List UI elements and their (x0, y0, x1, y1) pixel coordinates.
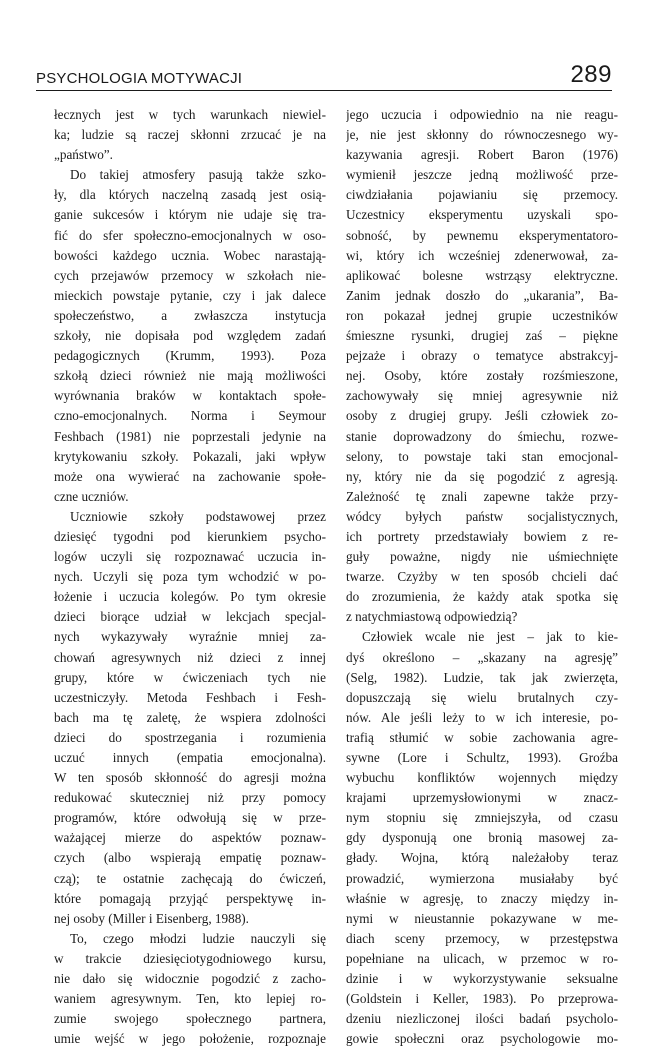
text-line: sobność, by pewnemu eksperymentatoro- (346, 227, 618, 243)
text-line: grupy, które w ćwiczeniach tych nie (54, 669, 326, 685)
text-line: mieckich powstaje pytanie, czy i jak dalece (54, 287, 326, 303)
text-line: łecznych jest w tych warunkach niewiel- (54, 107, 326, 122)
text-line: je, nie jest skłonny do równoczesnego wy- (346, 127, 618, 143)
text-line: dzieci do spostrzegania i rozumienia (54, 729, 326, 745)
text-line: śmieszne rysunki, drugiej zaś – piękne (346, 328, 618, 344)
text-line: z natychmiastową odpowiedzią? (346, 609, 518, 625)
text-line: dzeniu niezliczonej ilości badań psycholo- (346, 1011, 618, 1027)
text-line: bowości każdego ucznia. Wobec narastają- (54, 247, 326, 263)
text-line: bach ma tę zaletę, że wspiera zdolności (54, 709, 326, 725)
text-line: uczestniczyły. Metoda Feshbach i Fesh- (54, 689, 326, 705)
text-line: wódcy byłych państw socjalistycznych, (346, 508, 618, 524)
text-line: gdy dysponują one bronią masowej za- (346, 830, 618, 846)
text-line: „państwo”. (54, 147, 113, 163)
text-line: Uczniowie szkoły podstawowej przez (70, 508, 326, 524)
text-line: jego uczucia i odpowiednio na nie reagu- (346, 107, 618, 122)
text-line: ich portrety przedstawiały bowiem z re- (346, 528, 618, 544)
text-line: dopuszczają się wielu brutalnych czy- (346, 689, 618, 705)
text-line: wi, który ich wcześniej zdenerwował, za- (346, 247, 618, 263)
text-line: wymienił jeszcze jedną możliwość prze- (346, 167, 618, 183)
text-line: ka; ludzie są raczej skłonni zrzucać je na (54, 127, 326, 143)
text-line: nych wykazywały wyraźnie mniej za- (54, 629, 326, 645)
text-line: logów uczyli się rozpoznawać uczucia in- (54, 549, 326, 565)
text-line: Uczestnicy eksperymentu uzyskali spo- (346, 207, 618, 223)
text-line: może ona wywierać na zachowanie społe- (54, 468, 326, 484)
text-line: łożenie i uczucia kolegów. Po tym okresie (54, 589, 326, 605)
text-line: szkołą dzieci również nie mają możliwości (54, 368, 326, 384)
text-line: stanie doprowadzony do śmiechu, rozwe- (346, 428, 618, 444)
text-line: sywne (Lore i Schultz, 1993). Groźba (346, 750, 618, 765)
text-line: umie wejść w jego położenie, rozpoznaje (54, 1031, 326, 1047)
text-line: Zależność tę znali zapewne także przy- (346, 488, 618, 504)
text-line: społeczeństwo, a zwłaszcza instytucja (54, 307, 326, 323)
text-line: guły poważne, nigdy nie uśmiechnięte (346, 549, 618, 565)
text-line: ważającej mierze do aspektów poznaw- (54, 830, 326, 846)
text-line: zachowywały się mniej agresywnie niż (346, 388, 618, 404)
text-line: chowań agresywnych niż dzieci z innej (54, 649, 326, 665)
text-line: To, czego młodzi ludzie nauczyli się (70, 930, 326, 946)
text-line: popełniane na ulicach, w przemoc w ro- (346, 950, 618, 966)
text-line: Człowiek wcale nie jest – jak to kie- (362, 629, 618, 645)
text-line: dziesięć tygodni pod kierunkiem psycho- (54, 528, 326, 544)
text-line: ganie sukcesów i którym nie udaje się tra- (54, 207, 326, 223)
text-line: czne uczniów. (54, 488, 129, 504)
text-line: wybuchu konfliktów wojennych między (346, 770, 618, 786)
text-line: fić do sfer społeczno-emocjonalnych w oso- (54, 227, 326, 243)
text-line: W ten sposób skłonność do agresji można (54, 770, 326, 786)
text-line: aplikować bolesne wstrząsy elektryczne. (346, 267, 618, 283)
text-line: czno-emocjonalnych. Norma i Seymour (54, 408, 326, 424)
text-line: selony, to powstaje taki stan emocjonal- (346, 448, 618, 464)
text-line: (Selg, 1982). Ludzie, tak jak zwierzęta, (346, 669, 618, 685)
text-line: krajami uprzemysłowionymi w znacz- (346, 790, 618, 806)
text-line: głady. Wojna, którą należałoby teraz (346, 850, 618, 866)
right-text-column (346, 105, 618, 1049)
text-line: wyrównania braków w kontaktach społe- (54, 388, 326, 404)
text-line: nie dało się widocznie pogodzić z zacho- (54, 971, 326, 987)
text-line: właśnie w agresję, to znaczy między in- (346, 890, 618, 906)
text-line: Do takiej atmosfery pasują także szko- (70, 167, 326, 183)
left-text-column (54, 105, 326, 1049)
text-line: diach sceny przemocy, w przestępstwa (346, 930, 618, 946)
text-line: cych przejawów przemocy w szkołach nie- (54, 267, 326, 283)
text-line: osoby z drugiej grupy. Jeśli człowiek zo- (346, 408, 618, 424)
text-line: kazywania agresji. Robert Baron (1976) (346, 147, 618, 163)
text-line: ciwdziałania pojawianiu się przemocy. (346, 187, 618, 203)
text-line: trafią stłumić w sobie zachowania agre- (346, 729, 618, 745)
text-line: dyś określono – „skazany na agresję” (346, 649, 618, 665)
text-line: ły, dla których naczelną zasadą jest osią- (54, 187, 326, 203)
text-line: czą); te ostatnie zachęcają do ćwiczeń, (54, 870, 326, 886)
text-line: redukować skuteczniej niż przy pomocy (54, 790, 326, 806)
text-line: nej. Osoby, które zostały rozśmieszone, (346, 368, 618, 384)
text-line: pedagogicznych (Krumm, 1993). Poza (54, 348, 326, 364)
text-line: ny, który nie da się pogodzić z agresją. (346, 468, 618, 484)
text-line: w trakcie dziesięciotygodniowego kursu, (54, 950, 326, 966)
text-line: waniem agresywnym. Ten, kto lepiej ro- (54, 991, 326, 1007)
text-line: nym stopniu się zmniejszyła, od czasu (346, 810, 618, 826)
text-line: które pomagają przyjąć perspektywę in- (54, 890, 326, 906)
text-line: Zanim jednak doszło do „ukarania”, Ba- (346, 287, 618, 303)
text-line: twarze. Czyżby w ten sposób chcieli dać (346, 569, 618, 585)
text-line: ron pokazał jednej grupie uczestników (346, 307, 618, 323)
text-line: programów, które odwołują się w prze- (54, 810, 326, 826)
text-line: nów. Ale jeśli leży to w ich interesie, po- (346, 709, 618, 725)
text-line: dzieci biorące udział w lekcjach specjal- (54, 609, 326, 625)
page-number: 289 (570, 61, 612, 88)
text-line: zumie swojego społecznego partnera, (54, 1011, 326, 1027)
text-line: nej osoby (Miller i Eisenberg, 1988). (54, 910, 249, 926)
text-line: uczuć innych (empatia emocjonalna). (54, 750, 326, 765)
text-line: szkoły, nie dopisała pod względem zadań (54, 328, 326, 344)
text-line: nych. Uczyli się poza tym wchodzić w po- (54, 569, 326, 585)
text-line: nymi w nieustannie pokazywane w me- (346, 910, 618, 926)
text-line: gowie społeczni oraz psychologowie mo- (346, 1031, 618, 1047)
text-line: krytykowaniu szkoły. Pokazali, jaki wpływ (54, 448, 326, 464)
text-line: (Goldstein i Keller, 1983). Po przeprowa- (346, 991, 618, 1007)
running-head: PSYCHOLOGIA MOTYWACJI (36, 70, 243, 87)
page-header (36, 62, 612, 91)
text-line: czych (albo wspierają empatię poznaw- (54, 850, 326, 866)
text-line: do zrozumienia, że każdy atak spotka się (346, 589, 618, 605)
text-line: Feshbach (1981) nie poprzestali jedynie na (54, 428, 326, 444)
text-line: prowadzić, wymierzona musiałaby być (346, 870, 618, 886)
text-line: pejzaże i obrazy o tematyce abstrakcyj- (346, 348, 618, 364)
text-line: dzinie i w wykorzystywanie seksualne (346, 971, 618, 987)
